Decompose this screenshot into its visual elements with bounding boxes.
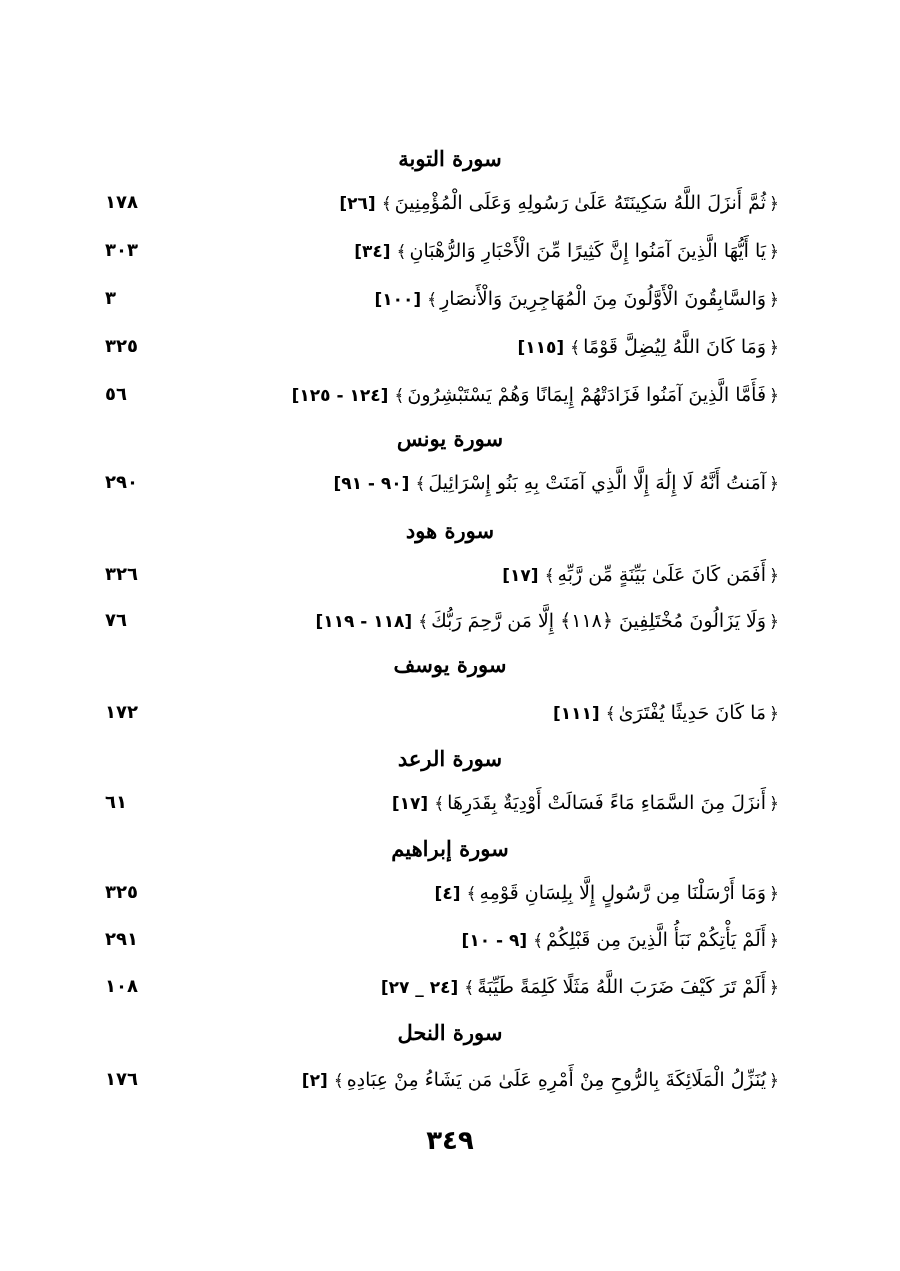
verse-reference: [٣٤] [354,242,391,262]
index-row [0,181,900,225]
index-row [0,553,900,597]
close-bracket: ﴾ [570,338,581,358]
page-reference: ١٧٨ [105,192,138,213]
open-bracket: ﴿ [769,978,779,998]
verse-text [222,599,782,643]
verse-quote: أَلَمْ تَرَ كَيْفَ ضَرَبَ اللَّهُ مَثَلًا كَلِمَةً طَيِّبَةً [477,976,767,998]
verse-quote: وَالسَّابِقُونَ الْأَوَّلُونَ مِنَ الْمُهَاجِرِينَ وَالْأَنصَارِ [440,288,767,310]
index-row [0,373,900,417]
verse-text [222,871,782,915]
open-bracket: ﴿ [769,794,779,814]
page-reference: ٣٠٣ [105,240,138,261]
verse-reference: [١٧] [502,566,539,586]
verse-reference: [١١١] [552,704,600,724]
close-bracket: ﴾ [418,612,429,632]
page-reference: ٣٢٥ [105,336,138,357]
close-bracket: ﴾ [434,794,445,814]
verse-text [222,277,782,321]
open-bracket: ﴿ [769,704,779,724]
verse-quote: يُنَزِّلُ الْمَلَائِكَةَ بِالرُّوحِ مِنْ أَمْرِهِ عَلَىٰ مَن يَشَاءُ مِنْ عِبَادِهِ [346,1069,767,1091]
open-bracket: ﴿ [769,931,779,951]
close-bracket: ﴾ [533,931,544,951]
verse-quote: أَفَمَن كَانَ عَلَىٰ بَيِّنَةٍ مِّن رَّبِّهِ [557,564,767,586]
verse-text [222,373,782,417]
open-bracket: ﴿ [769,386,779,406]
verse-reference: [٤] [434,884,461,904]
index-row [0,871,900,915]
verse-reference: [٩ - ١٠] [461,931,528,951]
surah-heading: سورة الرعد [397,746,503,771]
index-row [0,599,900,643]
verse-quote: مَا كَانَ حَدِيثًا يُفْتَرَىٰ [618,702,767,724]
verse-quote: يَا أَيُّهَا الَّذِينَ آمَنُوا إِنَّ كَثِيرًا مِّنَ الْأَحْبَارِ وَالرُّهْبَانِ [409,240,767,262]
open-bracket: ﴿ [769,1071,779,1091]
close-bracket: ﴾ [333,1071,344,1091]
open-bracket: ﴿ [769,194,779,214]
verse-reference: [٩٠ - ٩١] [333,474,410,494]
page-reference: ١٧٦ [105,1069,138,1090]
verse-reference: [٢] [301,1071,328,1091]
verse-quote: فَأَمَّا الَّذِينَ آمَنُوا فَزَادَتْهُمْ إِيمَانًا وَهُمْ يَسْتَبْشِرُونَ [407,384,767,406]
verse-quote: وَلَا يَزَالُونَ مُخْتَلِفِينَ ﴿١١٨﴾ إِلَّا مَن رَّحِمَ رَبُّكَ [431,610,767,632]
open-bracket: ﴿ [769,612,779,632]
index-row [0,691,900,735]
verse-text [222,691,782,735]
close-bracket: ﴾ [427,290,438,310]
close-bracket: ﴾ [394,386,405,406]
surah-heading: سورة التوبة [398,146,502,171]
index-row [0,461,900,505]
verse-quote: أَلَمْ يَأْتِكُمْ نَبَأُ الَّذِينَ مِن قَبْلِكُمْ [546,929,767,951]
open-bracket: ﴿ [769,242,779,262]
surah-heading: سورة هود [405,518,495,543]
verse-reference: [١٧] [391,794,429,814]
page-reference: ٣ [105,288,116,309]
verse-text [222,181,782,225]
page-reference: ٦١ [105,792,127,813]
surah-heading: سورة يونس [396,426,504,451]
close-bracket: ﴾ [381,194,392,214]
verse-text [222,965,782,1009]
page-reference: ٣٢٥ [105,882,138,903]
verse-text [222,325,782,369]
page-reference: ١٧٢ [105,702,138,723]
close-bracket: ﴾ [605,704,616,724]
index-row [0,325,900,369]
verse-reference: [١٠٠] [374,290,422,310]
close-bracket: ﴾ [415,474,426,494]
verse-text [222,461,782,505]
index-row [0,277,900,321]
open-bracket: ﴿ [769,884,779,904]
verse-quote: ثُمَّ أَنزَلَ اللَّهُ سَكِينَتَهُ عَلَىٰ رَسُولِهِ وَعَلَى الْمُؤْمِنِينَ [394,192,767,214]
verse-quote: وَمَا أَرْسَلْنَا مِن رَّسُولٍ إِلَّا بِلِسَانِ قَوْمِهِ [479,882,767,904]
index-row [0,1058,900,1102]
page-reference: ٥٦ [105,384,127,405]
surah-heading: سورة إبراهيم [391,836,509,861]
page-reference: ٣٢٦ [105,564,138,585]
close-bracket: ﴾ [396,242,407,262]
page-reference: ١٠٨ [105,976,138,997]
verse-reference: [١١٥] [517,338,565,358]
page-reference: ٢٩٠ [105,472,138,493]
open-bracket: ﴿ [769,566,779,586]
page-number: ٣٤٩ [426,1126,474,1156]
close-bracket: ﴾ [464,978,475,998]
verse-text [222,781,782,825]
verse-quote: آمَنتُ أَنَّهُ لَا إِلَٰهَ إِلَّا الَّذِي آمَنَتْ بِهِ بَنُو إِسْرَائِيلَ [428,472,767,494]
index-row [0,781,900,825]
page-reference: ٢٩١ [105,929,138,950]
close-bracket: ﴾ [544,566,555,586]
open-bracket: ﴿ [769,290,779,310]
surah-heading: سورة يوسف [393,652,507,677]
index-row [0,918,900,962]
verse-reference: [١٢٤ - ١٢٥] [291,386,389,406]
verse-quote: أَنزَلَ مِنَ السَّمَاءِ مَاءً فَسَالَتْ أَوْدِيَةٌ بِقَدَرِهَا [447,792,767,814]
surah-heading: سورة النحل [397,1020,503,1045]
verse-text [222,1058,782,1102]
verse-reference: [٢٤ _ ٢٧] [380,978,459,998]
index-row [0,229,900,273]
page-reference: ٧٦ [105,610,127,631]
verse-reference: [٢٦] [339,194,376,214]
verse-reference: [١١٨ - ١١٩] [315,612,413,632]
verse-text [222,918,782,962]
index-row [0,965,900,1009]
verse-text [222,553,782,597]
open-bracket: ﴿ [769,338,779,358]
close-bracket: ﴾ [466,884,477,904]
open-bracket: ﴿ [769,474,779,494]
verse-quote: وَمَا كَانَ اللَّهُ لِيُضِلَّ قَوْمًا [583,336,767,358]
verse-text [222,229,782,273]
